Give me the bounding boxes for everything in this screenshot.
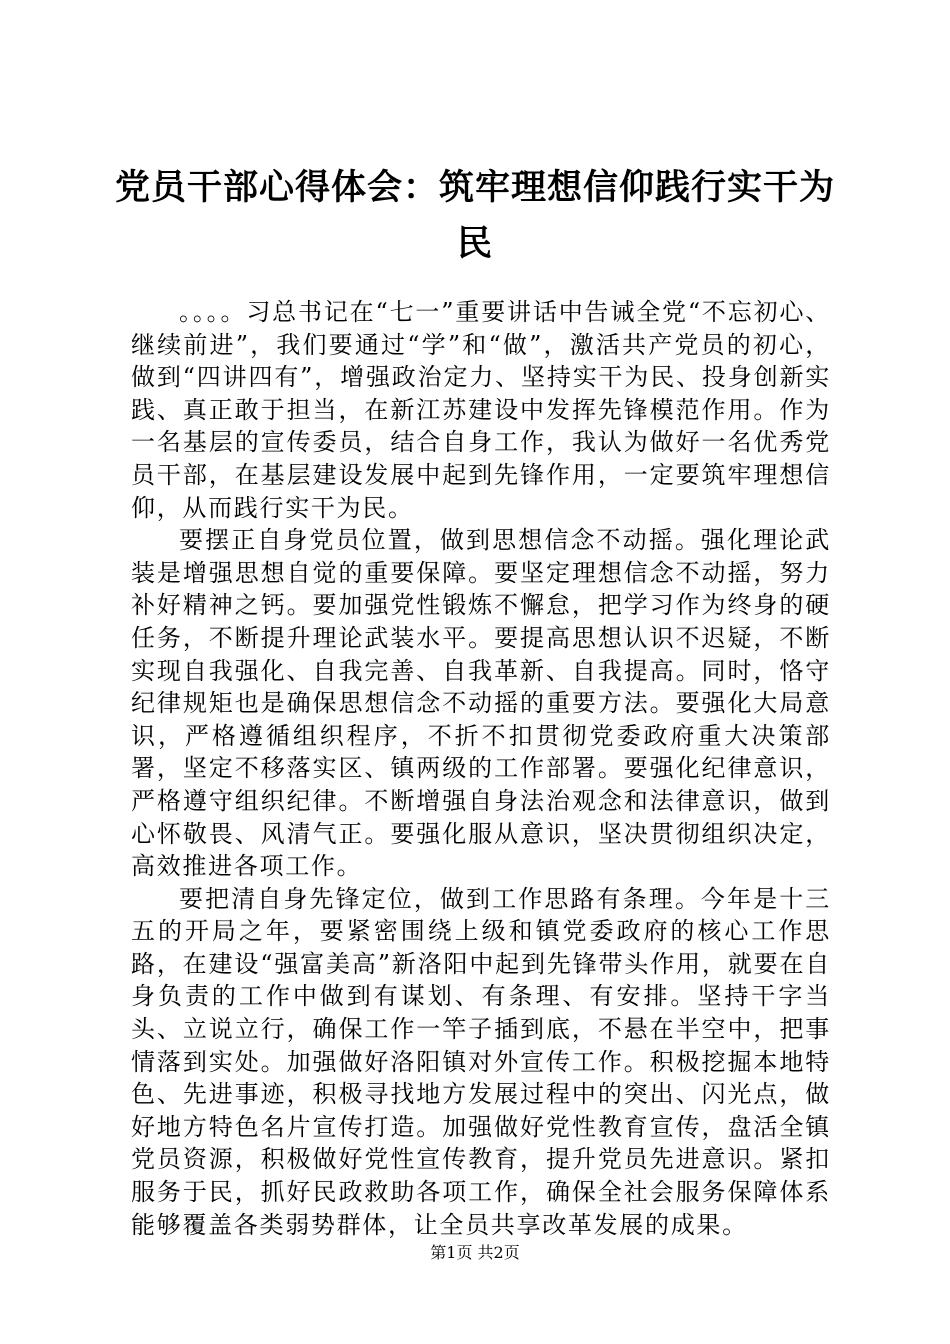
document-body [131, 296, 831, 1241]
document-title: 党员干部心得体会：筑牢理想信仰践行实干为民 [114, 168, 835, 264]
page-number-footer: 第1页 共2页 [430, 1243, 520, 1262]
paragraph-position: 要摆正自身党员位置，做到思想信念不动摇。强化理论武装是增强思想自觉的重要保障。要坚定理想信念不动摇，努力补好精神之钙。要加强党性锻炼不懈怠，把学习作为终身的硬任务，不断提升理论武装水平。要提高思想认识不迟疑，不断实现自我强化、自我完善、自我革新、自我提高。同时，恪守纪律规矩也是确保思想信念不动摇的重要方法。要强化大局意识，严格遵循组织程序，不折不扣贯彻党委政府重大决策部署，坚定不移落实区、镇两级的工作部署。要强化纪律意识，严格遵守组织纪律。不断增强自身法治观念和法律意识，做到心怀敬畏、风清气正。要强化服从意识，坚决贯彻组织决定，高效推进各项工作。 [131, 526, 831, 881]
paragraph-intro: 。。。。习总书记在“七一”重要讲话中告诫全党“不忘初心、继续前进”，我们要通过“学”和“做”，激活共产党员的初心，做到“四讲四有”，增强政治定力、坚持实干为民、投身创新实践、真正敢于担当，在新江苏建设中发挥先锋模范作用。作为一名基层的宣传委员，结合自身工作，我认为做好一名优秀党员干部，在基层建设发展中起到先锋作用，一定要筑牢理想信仰，从而践行实干为民。 [131, 298, 831, 522]
paragraph-pioneer: 要把清自身先锋定位，做到工作思路有条理。今年是十三五的开局之年，要紧密围绕上级和镇党委政府的核心工作思路，在建设“强富美高”新洛阳中起到先锋带头作用，就要在自身负责的工作中做到有谋划、有条理、有安排。坚持干字当头、立说立行，确保工作一竿子插到底，不悬在半空中，把事情落到实处。加强做好洛阳镇对外宣传工作。积极挖掘本地特色、先进事迹，积极寻找地方发展过程中的突出、闪光点，做好地方特色名片宣传打造。加强做好党性教育宣传，盘活全镇党员资源，积极做好党性宣传教育，提升党员先进意识。紧扣服务于民，抓好民政救助各项工作，确保全社会服务保障体系能够覆盖各类弱势群体，让全员共享改革发展的成果。 [131, 884, 831, 1239]
